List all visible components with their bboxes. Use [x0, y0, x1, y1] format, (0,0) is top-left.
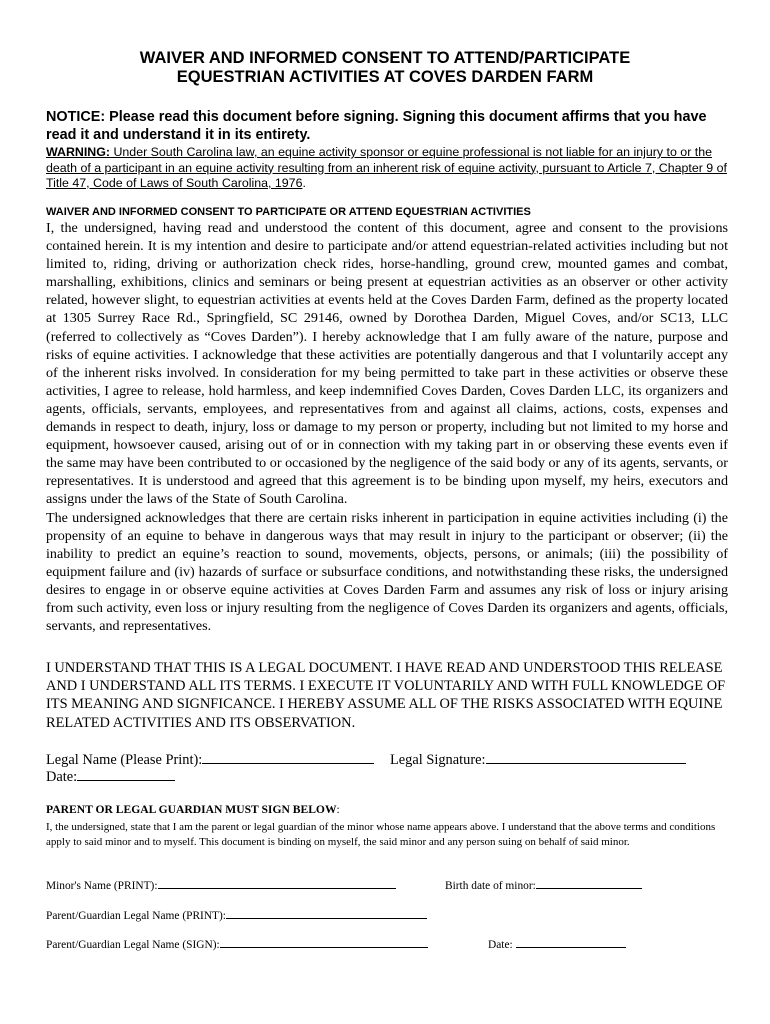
- parent-sign-field[interactable]: [220, 936, 428, 948]
- warning-text: Under South Carolina law, an equine activity sponsor or equine professional is not liable for an injury to or the death of a participant in an equine activity resulting from an inherent risk of equine activity, pursuant to Article 7, Chapter 9 of Title 47, Code of Laws of South Carolina, 1976: [46, 145, 727, 190]
- parent-print-label: Parent/Guardian Legal Name (PRINT):: [46, 910, 226, 922]
- guardian-heading: [46, 803, 340, 816]
- legal-signature-row: [390, 750, 686, 769]
- guardian-heading-colon: :: [336, 803, 340, 816]
- warning-block: [46, 145, 736, 192]
- date-field[interactable]: [77, 767, 175, 781]
- warning-label: WARNING:: [46, 145, 111, 159]
- birth-date-label: Birth date of minor:: [445, 880, 536, 892]
- warning-period: .: [302, 176, 306, 190]
- legal-name-label: Legal Name (Please Print):: [46, 752, 203, 768]
- waiver-paragraph-1: I, the undersigned, having read and understood the content of this document, agree and consent to the provisions contained herein. It is my intention and desire to participate and/or attend equestrian-related activities including but not limited to, riding, driving or authorization check rides, horse-handling, ground crew, mounted games and combat, marshalling, exhibitions, clinics and seminars or being present at equestrian activities as an observer or other activity related, however slight, to equestrian activities at events held at the Coves Darden Farm, defined as the property located at 1305 Surrey Race Rd., Springfield, SC 29146, owned by Dorothea Darden, Miguel Coves, and/or SC13, LLC (referred to collectively as “Coves Darden”). I hereby acknowledge that I am fully aware of the nature, purpose and risks of equine activities. I acknowledge that these activities are potentially dangerous and that I voluntarily accept any of the inherent risks involved. In consideration for my being permitted to take part in these activities or observe these activities, I agree to release, hold harmless, and keep indemnified Coves Darden, Coves Darden LLC, its organizers and agents, officials, servants, employees, and representatives from and against all claims, actions, costs, expenses and demands in respect to death, injury, loss or damage to my person or property, including but not limited to my horse and equipment, howsoever caused, arising out of or in connection with my taking part in or observing these events even if the same may have been contributed to or occasioned by the negligence of the said body or any of its agents, servants, or representatives. It is understood and agreed that this agreement is to be binding upon myself, my heirs, executors and assigns under the laws of the State of South Carolina.: [46, 220, 728, 508]
- birth-date-row: [445, 877, 642, 892]
- parent-sign-label: Parent/Guardian Legal Name (SIGN):: [46, 939, 220, 951]
- section-subheading: WAIVER AND INFORMED CONSENT TO PARTICIPATE OR ATTEND EQUESTRIAN ACTIVITIES: [46, 206, 531, 218]
- waiver-body: [46, 219, 728, 635]
- guardian-statement: I, the undersigned, state that I am the parent or legal guardian of the minor whose name appears above. I understand that the above terms and conditions apply to said minor and to myself. This document is binding on myself, the said minor and any person suing on behalf of said minor.: [46, 821, 716, 849]
- date-label: Date:: [46, 769, 78, 785]
- birth-date-field[interactable]: [536, 877, 642, 889]
- legal-name-field[interactable]: [202, 750, 374, 764]
- waiver-paragraph-2: The undersigned acknowledges that there are certain risks inherent in participation in equine activities including (i) the propensity of an equine to behave in dangerous ways that may result in injury to the participant or observer; (ii) the inability to predict an equine’s reaction to sound, movements, objects, persons, or animals; (iii) the possibility of equipment failure and (iv) hazards of surface or subsurface conditions, and notwithstanding these risks, the undersigned desires to engage in or observe equine activities at Coves Darden Farm and assumes any risk of loss or injury arising from such activity, even loss or injury resulting from the negligence of Coves Darden its organizers and agents, officials, servants, and representatives.: [46, 509, 728, 635]
- parent-sign-row: [46, 936, 428, 951]
- document-title-line-1: WAIVER AND INFORMED CONSENT TO ATTEND/PARTICIPATE: [139, 49, 631, 67]
- notice-text: NOTICE: Please read this document before signing. Signing this document affirms that you have read it and understand it in its entirety.: [46, 109, 707, 143]
- date-row: [46, 767, 175, 786]
- minor-name-label: Minor's Name (PRINT):: [46, 880, 158, 892]
- legal-signature-field[interactable]: [486, 750, 686, 764]
- legal-signature-label: Legal Signature:: [390, 752, 486, 768]
- parent-print-row: [46, 907, 427, 922]
- acknowledgement-text: I UNDERSTAND THAT THIS IS A LEGAL DOCUMENT. I HAVE READ AND UNDERSTOOD THIS RELEASE AND I UNDERSTAND ALL ITS TERMS. I EXECUTE IT VOLUNTARILY AND WITH FULL KNOWLEDGE OF ITS MEANING AND SIGNFICANCE. I HEREBY ASSUME ALL OF THE RISKS ASSOCIATED WITH EQUINE RELATED ACTIVITIES AND ITS OBSERVATION.: [46, 660, 726, 731]
- document-title-line-2: EQUESTRIAN ACTIVITIES AT COVES DARDEN FARM: [176, 68, 594, 86]
- guardian-heading-text: PARENT OR LEGAL GUARDIAN MUST SIGN BELOW: [46, 803, 337, 816]
- minor-name-row: [46, 877, 396, 892]
- guardian-date-row: [488, 936, 626, 951]
- minor-name-field[interactable]: [158, 877, 396, 889]
- parent-print-field[interactable]: [226, 907, 427, 919]
- guardian-date-label: Date:: [488, 939, 516, 951]
- guardian-date-field[interactable]: [516, 936, 626, 948]
